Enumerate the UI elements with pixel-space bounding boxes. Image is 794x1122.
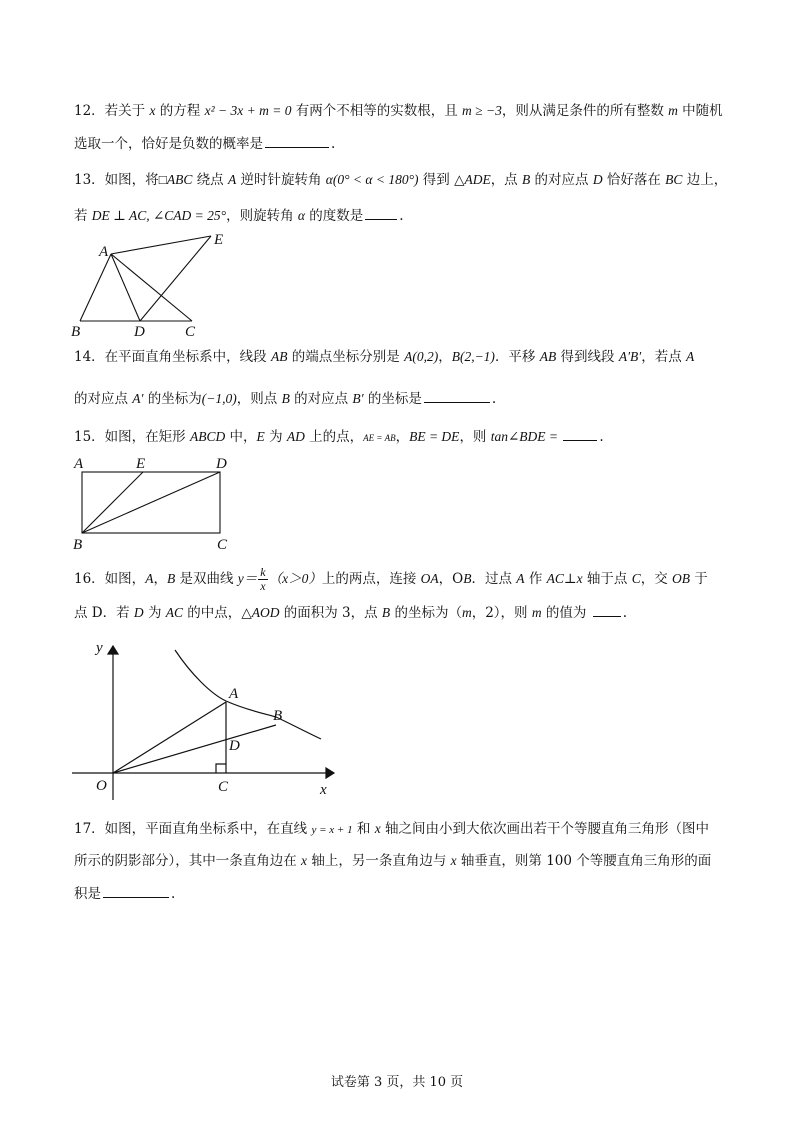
q16-point: D	[133, 605, 144, 620]
q14-point: A	[686, 349, 695, 364]
q13-text: 恰好落在	[602, 172, 666, 188]
q13-condition: DE ⊥ AC, ∠CAD = 25°	[91, 208, 227, 223]
q15-condition-small: AE = AB	[363, 433, 396, 443]
q13-figure	[66, 228, 246, 340]
q16-text: ，2），则	[471, 605, 532, 621]
q14-point: B′	[352, 391, 364, 406]
segment-ab	[80, 254, 111, 321]
q13-segment: BC	[665, 172, 683, 187]
q12-condition: m ≥ −3	[462, 103, 502, 118]
q14-period: .	[491, 391, 497, 407]
q16-text: 的坐标为（	[390, 605, 462, 621]
q12-line1	[74, 101, 723, 121]
q15-tan: tan∠BDE =	[490, 429, 562, 444]
q14-line1	[74, 347, 694, 367]
q12-equation: x² − 3x + m = 0	[204, 103, 292, 118]
q16-text: 的面积为 3，点	[279, 605, 382, 621]
label-b: B	[73, 537, 83, 553]
q13-text: 的对应点	[530, 172, 593, 188]
segment-ae	[111, 236, 211, 254]
label-d: D	[216, 456, 227, 472]
q14-text: ，则点	[236, 391, 282, 407]
q13-triangle: □ABC	[158, 172, 193, 187]
q16-segment: AC	[546, 571, 564, 586]
label-x: x	[320, 782, 327, 798]
q17-text: 轴垂直，则第 100 个等腰直角三角形的面	[456, 853, 712, 869]
q16-text: ，	[153, 571, 167, 587]
q16-segment: OA	[420, 571, 439, 586]
q17-line-equation: y = x + 1	[311, 824, 353, 836]
q15-figure	[70, 452, 240, 552]
q14-point-b: B(2,−1)	[451, 349, 495, 364]
answer-blank[interactable]	[563, 426, 597, 441]
q13-point: A	[227, 172, 237, 187]
q13-text: 绕点	[192, 172, 228, 188]
q14-coord: (−1,0)	[201, 391, 237, 406]
q16-point: A	[145, 571, 154, 586]
q16-text: B	[463, 571, 472, 586]
q14-text: 的端点坐标分别是	[287, 349, 405, 365]
q13-alpha: α	[297, 208, 305, 223]
q14-segment-prime: A′B′	[618, 349, 642, 364]
q16-domain: （x＞0）	[268, 571, 322, 586]
q16-point: B	[166, 571, 176, 586]
q12-var-m: m	[668, 103, 678, 118]
segment-oa	[113, 702, 226, 773]
q14-text: 的坐标是	[363, 391, 422, 407]
label-a: A	[74, 456, 84, 472]
q16-perp: ⊥	[563, 571, 577, 587]
q12-text: 中随机	[677, 103, 723, 119]
q16-var-m: m	[461, 605, 472, 620]
q17-text: 轴之间由小到大依次画出若干个等腰直角三角形（图中	[380, 821, 709, 837]
q16-point: C	[631, 571, 641, 586]
q16-text: 点 D．若	[74, 605, 134, 621]
q12-text: 有两个不相等的实数根，且	[291, 103, 463, 119]
q14-point-a: A(0,2)	[404, 349, 439, 364]
q15-period: .	[599, 429, 604, 445]
q15-diagram	[70, 452, 240, 552]
q16-text: 为	[143, 605, 166, 621]
fraction-numerator: k	[260, 565, 266, 579]
label-b: B	[71, 324, 81, 340]
q16-text: 的中点，	[183, 605, 242, 621]
q14-text: 得到线段	[556, 349, 619, 365]
q17-line1	[74, 819, 709, 840]
q12-text: 选取一个，恰好是负数的概率是	[74, 136, 263, 152]
label-d: D	[134, 324, 145, 340]
q14-text: 的对应点	[289, 391, 353, 407]
q15-text: 15．如图，在矩形	[74, 429, 190, 445]
q14-point: A′	[132, 391, 144, 406]
hyperbola-curve	[175, 650, 321, 739]
q16-line1	[74, 566, 708, 593]
q14-text: 的对应点	[74, 391, 133, 407]
q15-point: E	[256, 429, 265, 444]
q15-text: ，则	[459, 429, 491, 445]
q16-y-equals: y＝	[237, 571, 258, 586]
q13-text: ，则旋转角	[226, 208, 298, 224]
right-angle-mark	[216, 764, 226, 773]
q15-text: 上的点，	[304, 429, 364, 445]
q12-text: 的方程	[155, 103, 205, 119]
q13-point: B	[521, 172, 531, 187]
q16-fraction	[258, 566, 267, 593]
q13-text: 13．如图，将	[74, 172, 159, 188]
q17-var-x: x	[374, 821, 381, 836]
q17-period: .	[171, 886, 176, 902]
q17-text: 所示的阴影部分），其中一条直角边在	[74, 853, 302, 869]
q13-triangle: △ADE	[454, 172, 491, 187]
label-y: y	[96, 640, 103, 656]
q16-point: A	[516, 571, 525, 586]
q14-text: 14．在平面直角坐标系中，线段	[74, 349, 271, 365]
q16-triangle: △AOD	[241, 605, 280, 620]
q14-text: ，若点	[641, 349, 687, 365]
q17-var-x: x	[450, 853, 457, 868]
q16-period: .	[622, 605, 627, 621]
label-d: D	[229, 738, 240, 754]
q16-segment: AC	[165, 605, 184, 620]
q15-rectangle: ABCD	[189, 429, 226, 444]
q16-text: ．过点	[471, 571, 517, 587]
q13-line2	[74, 205, 404, 226]
segment-de	[140, 236, 211, 321]
q17-text: 轴上，另一条直角边与	[307, 853, 451, 869]
label-b: B	[273, 708, 283, 724]
label-a: A	[229, 686, 239, 702]
answer-blank[interactable]	[424, 388, 490, 403]
q13-text: 边上，	[682, 172, 728, 188]
q13-diagram	[66, 228, 246, 340]
segment-ad	[111, 254, 140, 321]
q14-line2	[74, 388, 496, 409]
q13-text: 若	[74, 208, 92, 224]
q14-text: ．平移	[494, 349, 540, 365]
q16-text: 轴于点	[582, 571, 632, 587]
q16-text: ，交	[640, 571, 672, 587]
q14-text: 的坐标为	[143, 391, 202, 407]
q12-text: ，则从满足条件的所有整数	[501, 103, 669, 119]
y-axis-arrow	[108, 646, 118, 654]
label-e: E	[136, 456, 146, 472]
segment-ac	[111, 254, 192, 321]
fraction-denominator: x	[260, 579, 266, 593]
segment-be	[82, 472, 143, 533]
q16-text: 上的两点，连接	[321, 571, 421, 587]
answer-blank[interactable]	[593, 602, 621, 617]
segment-ob	[113, 725, 276, 773]
page-footer: 试卷第 3 页，共 10 页	[330, 1075, 464, 1090]
q13-angle: α(0° < α < 180°)	[325, 172, 419, 187]
q13-text: 的度数是	[304, 208, 364, 224]
q16-point: B	[381, 605, 391, 620]
q16-text: 的值为	[541, 605, 591, 621]
q14-text: ，	[438, 349, 452, 365]
q16-text: 于	[690, 571, 708, 587]
label-c: C	[185, 324, 196, 340]
q16-text: 是双曲线	[175, 571, 238, 587]
q15-text: 为	[264, 429, 287, 445]
q13-text: 得到	[418, 172, 455, 188]
q15-text: 中，	[225, 429, 257, 445]
q16-diagram	[66, 632, 346, 802]
q17-text: 和	[352, 821, 375, 837]
q17-line3	[74, 883, 175, 904]
label-o: O	[96, 778, 107, 794]
label-e: E	[214, 232, 224, 248]
q16-text: 16．如图，	[74, 571, 146, 587]
q17-line2	[74, 851, 711, 871]
q16-var-m: m	[531, 605, 542, 620]
q14-segment: AB	[270, 349, 288, 364]
q13-line1	[74, 170, 727, 190]
label-c: C	[218, 779, 229, 795]
q12-period: .	[331, 136, 336, 152]
label-a: A	[99, 244, 109, 260]
q15-condition: BE = DE	[409, 429, 460, 444]
q17-text: 17．如图，平面直角坐标系中，在直线	[74, 821, 312, 837]
q16-segment: OB	[672, 571, 690, 586]
q13-point: D	[592, 172, 603, 187]
q13-text: 逆时针旋转角	[236, 172, 326, 188]
q15-text: ，	[395, 429, 410, 445]
q12-text: 12．若关于	[74, 103, 150, 119]
answer-blank[interactable]	[365, 205, 397, 220]
q14-point: B	[281, 391, 290, 406]
q16-text: ，O	[438, 571, 464, 587]
q16-var-x: x	[576, 571, 583, 586]
label-c: C	[217, 537, 228, 553]
q14-segment: AB	[539, 349, 557, 364]
q16-line2	[74, 602, 627, 623]
q16-figure	[66, 632, 346, 802]
segment-bd	[82, 472, 220, 533]
answer-blank[interactable]	[265, 133, 329, 148]
q15-line1	[74, 426, 604, 448]
q15-segment: AD	[286, 429, 305, 444]
q12-line2	[74, 133, 335, 154]
q13-period: .	[399, 208, 404, 224]
q17-var-x: x	[301, 853, 308, 868]
q17-text: 积是	[74, 886, 101, 902]
answer-blank[interactable]	[103, 883, 169, 898]
x-axis-arrow	[326, 768, 334, 778]
q12-var-x: x	[149, 103, 156, 118]
q16-text: 作	[524, 571, 547, 587]
q13-text: ，点	[490, 172, 522, 188]
